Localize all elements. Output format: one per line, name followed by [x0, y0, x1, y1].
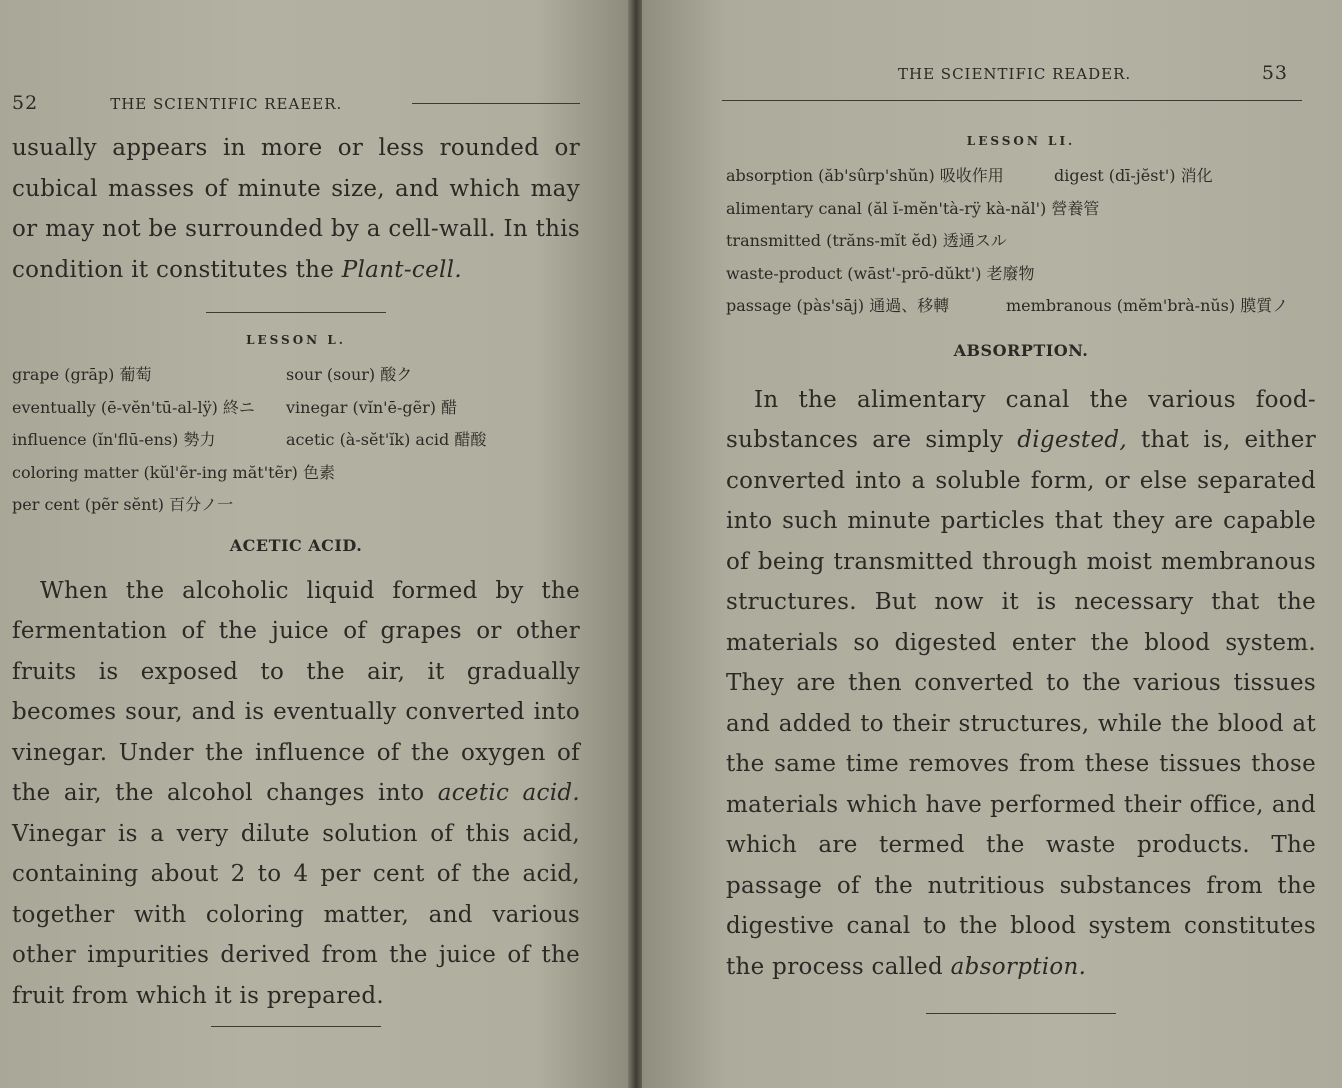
vocab-entry: per cent (pẽr sĕnt) 百分ノ一: [12, 495, 234, 514]
header-rule: [722, 100, 1302, 101]
vocab-row: [12, 489, 580, 522]
header-rule: [412, 103, 580, 104]
vocab-entry: passage (pàs'sāj) 通過、移轉: [726, 296, 950, 315]
right-page-header: [726, 62, 1316, 98]
page-number: 52: [12, 92, 39, 114]
left-page-header: [12, 70, 580, 114]
vocab-entry: alimentary canal (ăl ĭ-mĕn'tà-rÿ kà-năl') 營養管: [726, 198, 1100, 218]
vocab-row: [12, 359, 580, 392]
vocab-entry: coloring matter (kŭl'ẽr-ing măt'tẽr) 色素: [12, 462, 335, 482]
running-head: THE SCIENTIFIC READER.: [898, 65, 1132, 83]
italic-term: Plant-cell.: [341, 256, 462, 283]
section-divider: [206, 312, 386, 313]
right-page: [642, 0, 1342, 1088]
end-rule: [211, 1026, 381, 1027]
running-head: THE SCIENTIFIC REAEER.: [110, 95, 343, 113]
vocab-row: [12, 392, 580, 425]
end-rule: [926, 1013, 1116, 1014]
vocab-row: [12, 424, 580, 457]
section-title: ACETIC ACID.: [229, 535, 363, 555]
lesson-heading: LESSON L.: [246, 333, 346, 347]
vocab-entry: sour (sour) 酸ク: [286, 365, 413, 384]
section-title: ABSORPTION.: [953, 340, 1089, 360]
main-paragraph: In the alimentary canal the various food-substances are simply digested, that is, either converted into a soluble form, or else separated into such minute particles that they are capable of being transmitted through moist membranous structures. But now it is necessary that the materials so digested enter the blood system. They are then converted to the various tissues and added to their structures, while the blood at the same time removes from these tissues those materials which have performed their office, and which are termed the waste products. The passage of the nutritious substances from the digestive canal to the blood system constitutes the process called absorption.: [726, 386, 1316, 980]
vocab-entry: membranous (mĕm'brà-nŭs) 膜質ノ: [1006, 296, 1289, 315]
vocab-entry: digest (dī-jĕst') 消化: [1054, 166, 1213, 185]
vocab-row: [12, 457, 580, 490]
left-page: [0, 0, 630, 1088]
italic-term: acetic acid.: [437, 780, 580, 806]
vocab-entry: vinegar (vĭn'ē-gẽr) 醋: [286, 397, 458, 417]
vocab-entry: waste-product (wāst'-prō-dŭkt') 老廢物: [726, 263, 1035, 283]
vocabulary-list: [12, 359, 580, 522]
page-number: 53: [1261, 62, 1288, 84]
continued-paragraph: usually appears in more or less rounded or cubical masses of minute size, and which may or may not be surrounded by a cell-wall. In this condition it constitutes the Plant-cell.: [12, 135, 580, 283]
italic-term: digested,: [1017, 427, 1128, 453]
vocab-row: [726, 160, 1316, 193]
vocabulary-list: [726, 160, 1316, 323]
main-paragraph: When the alcoholic liquid formed by the fermentation of the juice of grapes or other fruits is exposed to the air, it gradually becomes sour, and is eventually converted into vinegar. Under the influence of the oxygen of the air, the alcohol changes into acetic acid. Vinegar is a very dilute solution of this acid, containing about 2 to 4 per cent of the acid, together with coloring matter, and various other impurities derived from the juice of the fruit from which it is prepared.: [12, 577, 580, 1009]
vocab-entry: grape (grāp) 葡萄: [12, 365, 152, 384]
vocab-entry: acetic (à-sĕt'ĭk) acid 醋酸: [286, 430, 487, 449]
vocab-entry: transmitted (trăns-mĭt ĕd) 透通スル: [726, 231, 1007, 250]
vocab-entry: eventually (ē-vĕn'tū-al-lÿ) 終ニ: [12, 397, 255, 417]
vocab-entry: influence (ĭn'flū-ens) 勢力: [12, 430, 216, 449]
vocab-row: [726, 225, 1316, 258]
lesson-heading: LESSON LI.: [966, 134, 1076, 148]
vocab-entry: absorption (ăb'sûrp'shŭn) 吸收作用: [726, 166, 1004, 185]
italic-term: absorption.: [950, 953, 1087, 980]
vocab-row: [726, 193, 1316, 226]
vocab-row: [726, 258, 1316, 291]
vocab-row: [726, 290, 1316, 323]
